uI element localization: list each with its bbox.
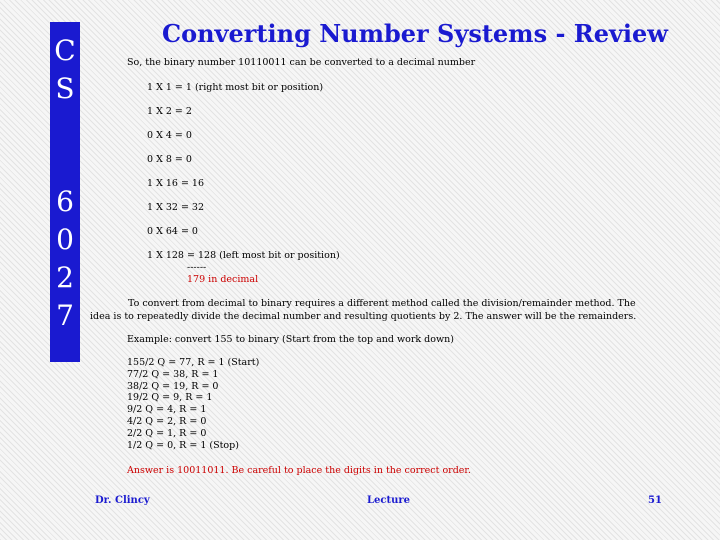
division-step: 9/2 Q = 4, R = 1 bbox=[127, 404, 207, 416]
sidebar-letter: 2 bbox=[56, 261, 74, 294]
decimal-result: 179 in decimal bbox=[187, 274, 259, 285]
sidebar-letter: 7 bbox=[56, 299, 74, 332]
division-step: 77/2 Q = 38, R = 1 bbox=[127, 368, 219, 380]
conversion-row: 1 X 16 = 16 bbox=[147, 178, 205, 189]
method-paragraph: To convert from decimal to binary requires a different method called the division/remainder method. The idea is to repeatedly divide the decimal number and resulting quotients by 2. The answer will be the remainders. bbox=[90, 298, 637, 322]
sidebar-letter: 0 bbox=[56, 223, 74, 256]
course-code-sidebar bbox=[50, 22, 80, 362]
division-step: 1/2 Q = 0, R = 1 (Stop) bbox=[127, 439, 239, 451]
page-number: 51 bbox=[648, 495, 662, 506]
sidebar-letter: C bbox=[54, 34, 76, 67]
sidebar-letter: S bbox=[55, 72, 75, 105]
conversion-row: 0 X 4 = 0 bbox=[147, 130, 192, 141]
conversion-row: 1 X 32 = 32 bbox=[147, 202, 205, 213]
sum-separator: ------ bbox=[187, 262, 207, 273]
division-step: 38/2 Q = 19, R = 0 bbox=[127, 380, 219, 392]
conversion-row: 0 X 64 = 0 bbox=[147, 226, 198, 237]
answer-text: Answer is 10011011. Be careful to place the digits in the correct order. bbox=[127, 465, 471, 476]
conversion-row: 1 X 2 = 2 bbox=[147, 106, 192, 117]
division-steps-list bbox=[127, 357, 259, 451]
example-heading: Example: convert 155 to binary (Start from the top and work down) bbox=[127, 334, 454, 345]
division-step: 4/2 Q = 2, R = 0 bbox=[127, 415, 207, 427]
conversion-row: 0 X 8 = 0 bbox=[147, 154, 192, 165]
footer-author: Dr. Clincy bbox=[95, 495, 150, 506]
conversion-row: 1 X 128 = 128 (left most bit or position) bbox=[147, 250, 340, 261]
footer-label: Lecture bbox=[367, 495, 411, 506]
division-step: 19/2 Q = 9, R = 1 bbox=[127, 392, 213, 404]
conversion-row: 1 X 1 = 1 (right most bit or position) bbox=[147, 82, 324, 93]
division-step: 155/2 Q = 77, R = 1 (Start) bbox=[127, 357, 260, 368]
sidebar-letter: 6 bbox=[56, 185, 74, 218]
intro-text: So, the binary number 10110011 can be converted to a decimal number bbox=[127, 57, 476, 68]
division-step: 2/2 Q = 1, R = 0 bbox=[127, 427, 207, 439]
slide-title: Converting Number Systems - Review bbox=[162, 19, 668, 48]
